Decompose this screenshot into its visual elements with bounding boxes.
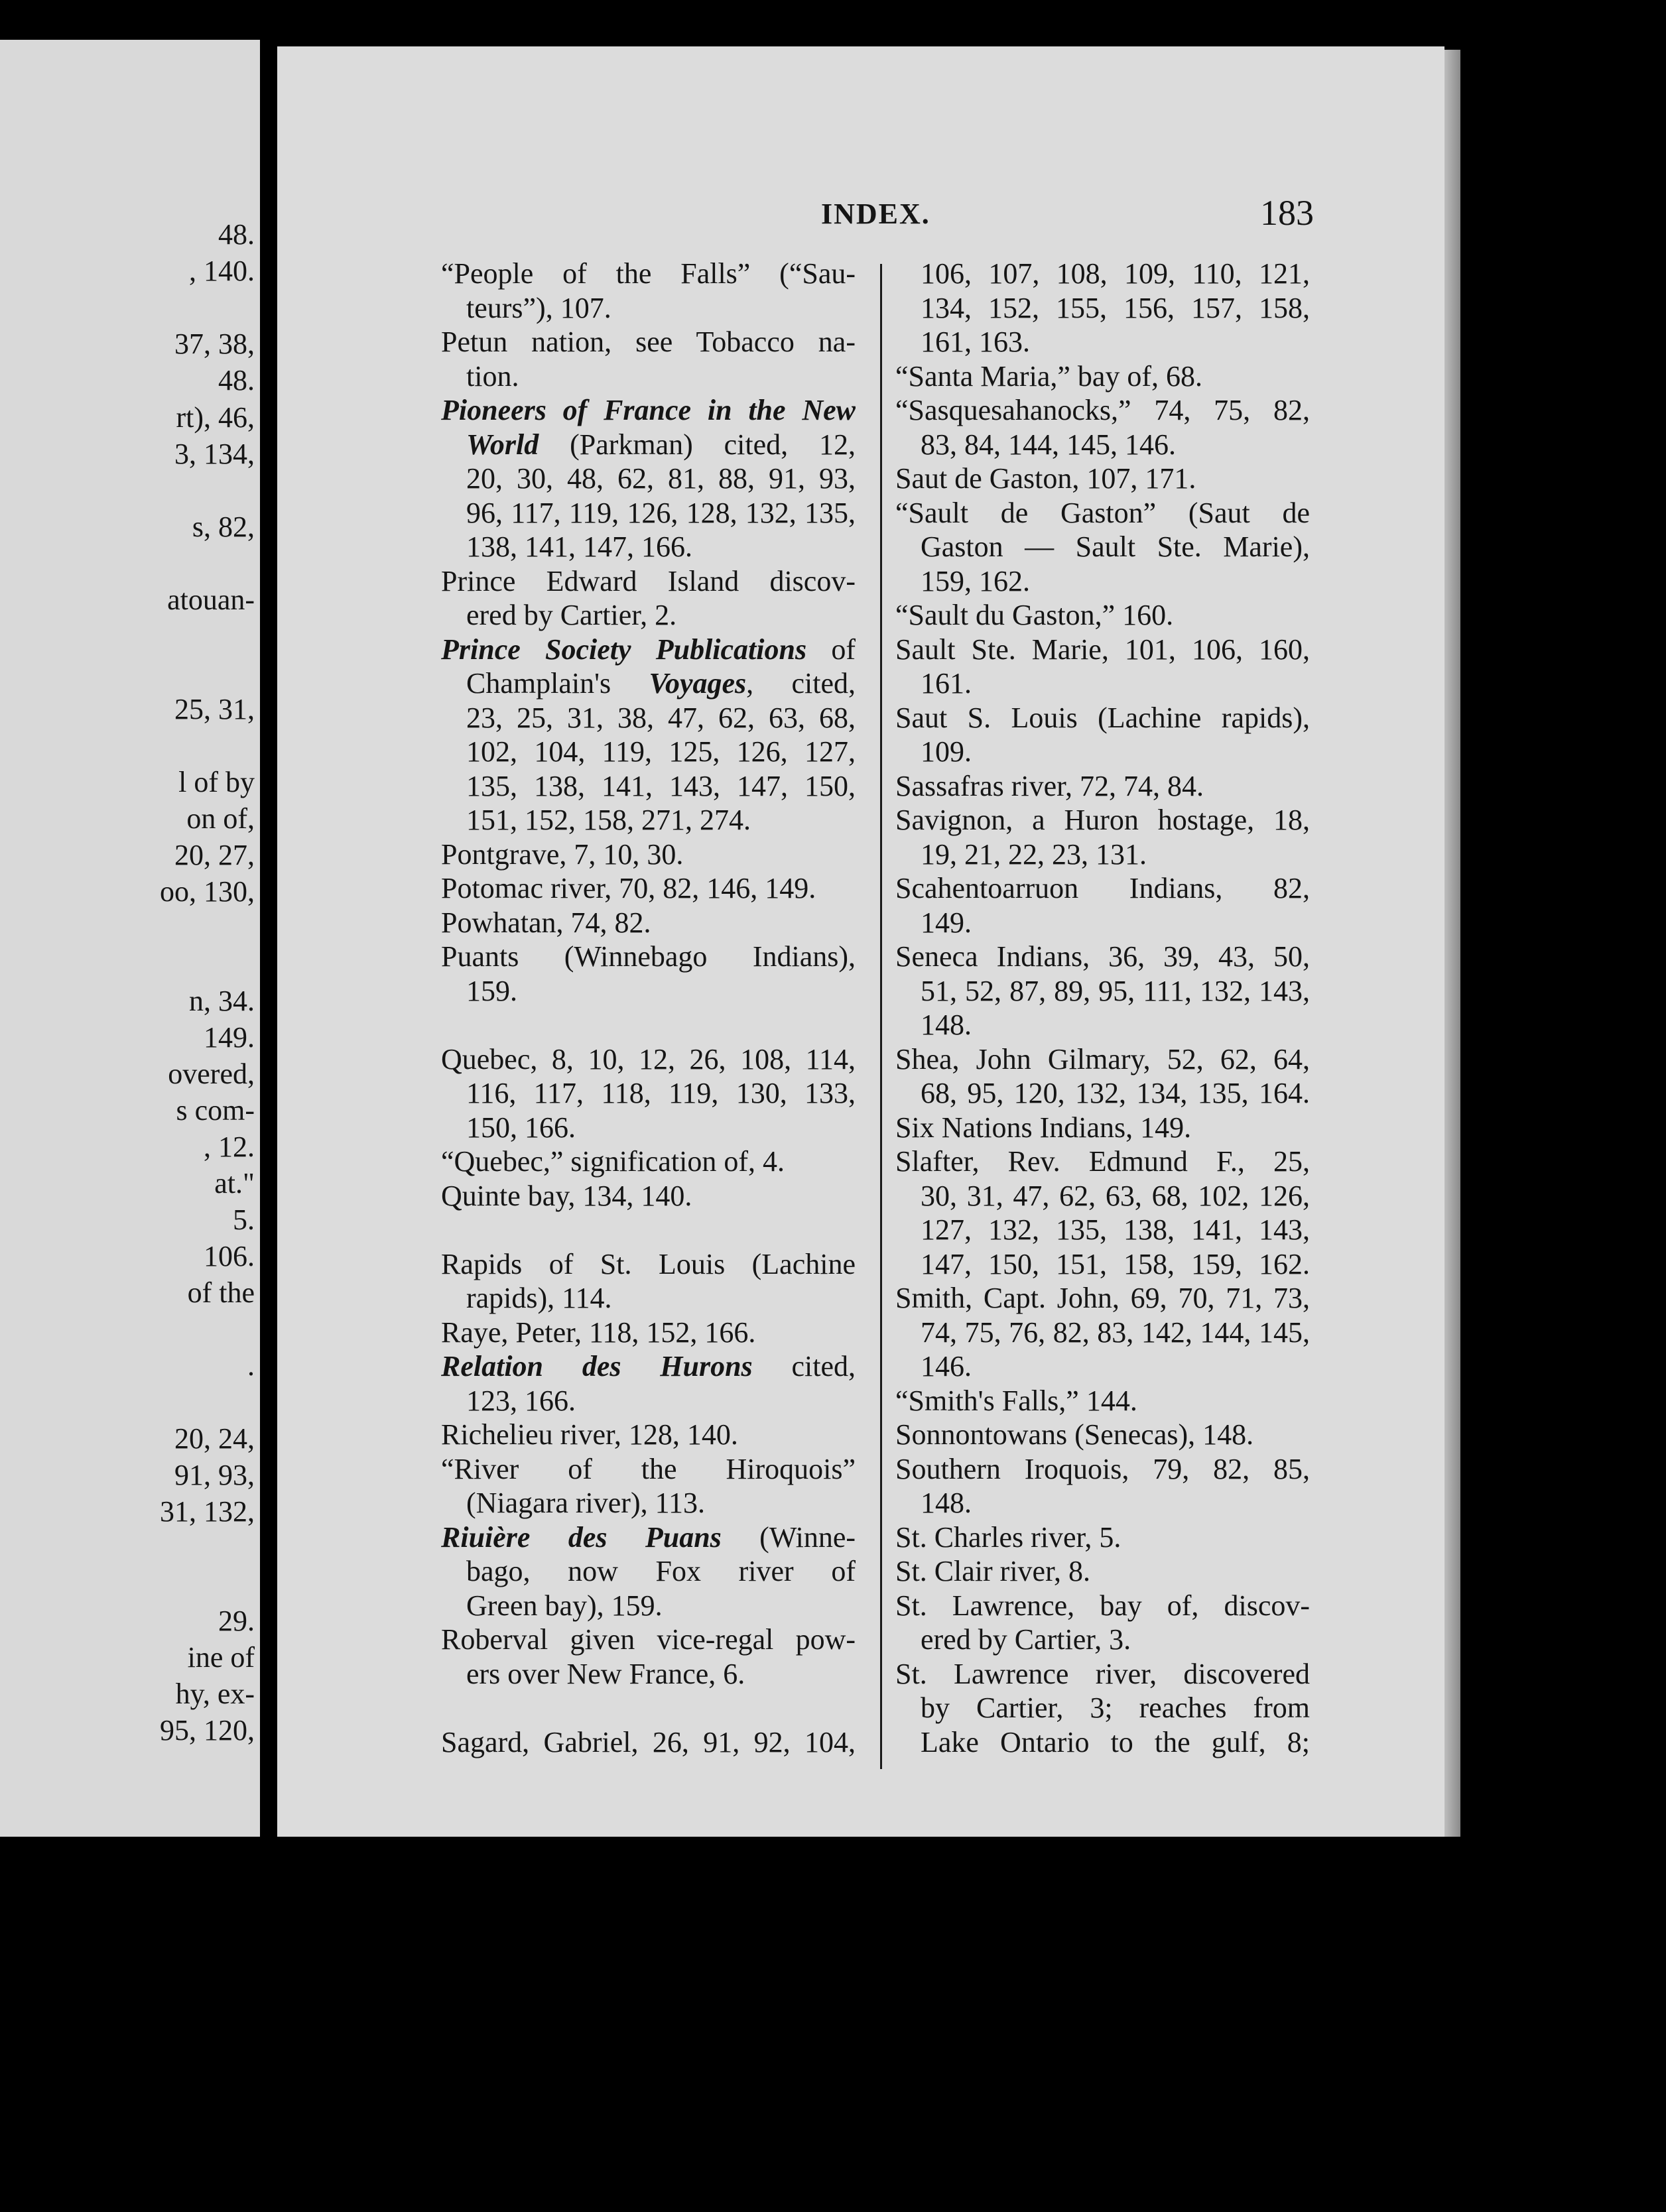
entry-text: “Sault du Gaston,” 160. [895, 599, 1174, 631]
entry-text: 161, 163. [921, 326, 1030, 358]
index-entry-line [441, 1144, 856, 1179]
index-entry-line [895, 1452, 1310, 1487]
index-entry-line [895, 1657, 1310, 1691]
index-entry-line [895, 1042, 1310, 1077]
entry-text: 148. [921, 1009, 972, 1041]
index-entry-line [441, 803, 856, 837]
entry-text: 147, 150, 151, 158, 159, 162. [921, 1247, 1310, 1280]
index-entry-line [441, 974, 856, 1009]
entry-text: Smith, Capt. John, 69, 70, 71, 73, [895, 1282, 1310, 1314]
index-entry-line [895, 1213, 1310, 1247]
index-entry-line [441, 1589, 856, 1623]
entry-text: “Santa Maria,” bay of, 68. [895, 359, 1203, 393]
index-entry-line [895, 496, 1310, 530]
index-entry-line [441, 1076, 856, 1111]
entry-text: Quinte bay, 134, 140. [441, 1179, 692, 1212]
index-entry-line [895, 1725, 1310, 1760]
index-entry-line [441, 428, 856, 462]
italic-title: Pioneers of France in the New [441, 394, 856, 426]
index-entry-line [441, 291, 856, 326]
entry-text: ered by Cartier, 2. [466, 599, 677, 631]
italic-title: Prince Society Publications [441, 633, 807, 666]
left-page-fragment: hy, ex- [175, 1678, 255, 1710]
entry-text: Pontgrave, 7, 10, 30. [441, 837, 684, 871]
left-page-fragment: 95, 120, [160, 1714, 255, 1747]
entry-text: St. Charles river, 5. [895, 1520, 1121, 1554]
left-page-fragment: 106. [204, 1240, 255, 1272]
entry-text: 151, 152, 158, 271, 274. [466, 804, 751, 836]
index-entry-line [895, 1247, 1310, 1282]
entry-text: ered by Cartier, 3. [921, 1623, 1131, 1656]
index-entry-line [895, 291, 1310, 326]
entry-text: of [806, 633, 856, 666]
blank-line [441, 1213, 856, 1247]
index-entry-line [441, 769, 856, 804]
index-entry-line [441, 871, 856, 906]
entry-text: 68, 95, 120, 132, 134, 135, 164. [921, 1077, 1310, 1109]
index-entry-line [895, 701, 1310, 735]
entry-text: St. Clair river, 8. [895, 1555, 1090, 1587]
entry-text: 127, 132, 135, 138, 141, 143, [921, 1213, 1310, 1246]
index-entry-line [895, 1691, 1310, 1725]
index-entry-line [895, 1076, 1310, 1111]
left-page-fragment: 20, 24, [174, 1422, 255, 1455]
entry-text: rapids), 114. [466, 1282, 612, 1314]
entry-text: 134, 152, 155, 156, 157, 158, [921, 291, 1310, 324]
entry-text: 161. [921, 667, 972, 700]
index-entry-line [895, 1144, 1310, 1179]
index-entry-line [441, 530, 856, 564]
entry-text: 150, 166. [466, 1111, 576, 1144]
index-entry-line [441, 359, 856, 394]
entry-text: 23, 25, 31, 38, 47, 62, 63, 68, [466, 701, 856, 734]
index-entry-line [441, 735, 856, 769]
index-entry-line [441, 1384, 856, 1418]
entry-text: 30, 31, 47, 62, 63, 68, 102, 126, [921, 1179, 1310, 1212]
page-edge-shadow [1444, 50, 1460, 1837]
index-entry-line [895, 1520, 1310, 1555]
entry-text: 116, 117, 118, 119, 130, 133, [466, 1077, 856, 1109]
entry-text: by Cartier, 3; reaches from [921, 1691, 1310, 1724]
index-entry-line [441, 837, 856, 872]
entry-text: 159. [466, 974, 517, 1007]
entry-text: Richelieu river, 128, 140. [441, 1418, 738, 1451]
entry-text: “Sasquesahanocks,” 74, 75, 82, [895, 394, 1310, 426]
entry-text: (Winne- [721, 1520, 856, 1554]
entry-text: 149. [921, 906, 972, 939]
left-page-fragment: 149. [204, 1021, 255, 1054]
index-entry-line [441, 461, 856, 496]
entry-text: Champlain's [466, 667, 649, 700]
index-entry-line [441, 1179, 856, 1213]
running-header-title: INDEX. [821, 198, 930, 230]
index-entry-line [441, 1418, 856, 1452]
index-column-right [895, 257, 1310, 1759]
left-page-fragment: 20, 27, [174, 839, 255, 871]
left-page-fragment: overed, [168, 1058, 255, 1090]
entry-text: 148. [921, 1487, 972, 1519]
index-entry-line [441, 1111, 856, 1145]
index-entry-line [895, 257, 1310, 291]
index-entry-line [895, 1008, 1310, 1042]
index-entry-line [441, 393, 856, 428]
left-page-fragment: 91, 93, [174, 1459, 255, 1491]
left-page-fragment: 31, 132, [160, 1495, 255, 1528]
index-entry-line [895, 1623, 1310, 1657]
left-page-fragment: at." [214, 1167, 255, 1199]
index-entry-line [441, 325, 856, 359]
entry-text: Lake Ontario to the gulf, 8; [921, 1725, 1310, 1758]
entry-text: , cited, [746, 667, 856, 700]
index-entry-line [895, 871, 1310, 906]
index-entry-line [895, 461, 1310, 496]
entry-text: “Sault de Gaston” (Saut de [895, 496, 1310, 529]
index-entry-line [441, 1657, 856, 1691]
entry-text: Sassafras river, 72, 74, 84. [895, 769, 1204, 802]
entry-text: Shea, John Gilmary, 52, 62, 64, [895, 1042, 1310, 1075]
left-page-fragment: of the [187, 1276, 255, 1309]
left-page-fragment: rt), 46, [176, 401, 255, 434]
index-entry-line [895, 1589, 1310, 1623]
entry-text: 123, 166. [466, 1384, 576, 1417]
left-page-fragment: on of, [186, 802, 255, 835]
entry-text: tion. [466, 359, 519, 393]
index-entry-line [895, 837, 1310, 872]
index-entry-line [895, 906, 1310, 940]
index-entry-line [895, 1384, 1310, 1418]
left-page-fragment: 48. [218, 218, 255, 251]
index-entry-line [441, 1316, 856, 1350]
left-page-fragment: 3, 134, [174, 438, 255, 470]
entry-text: 51, 52, 87, 89, 95, 111, 132, 143, [921, 974, 1310, 1007]
index-entry-line [441, 257, 856, 291]
left-page-fragment: atouan- [167, 584, 255, 616]
page-number: 183 [1260, 193, 1314, 233]
entry-text: 83, 84, 144, 145, 146. [921, 428, 1176, 461]
entry-text: 20, 30, 48, 62, 81, 88, 91, 93, [466, 462, 856, 495]
left-page-fragment: . [247, 1349, 255, 1382]
left-page-fragment: oo, 130, [160, 875, 255, 908]
index-entry-line [895, 598, 1310, 633]
entry-text: Green bay), 159. [466, 1589, 663, 1622]
index-entry-line [441, 666, 856, 701]
index-entry-line [441, 1725, 856, 1760]
entry-text: teurs”), 107. [466, 291, 611, 324]
facing-left-page [0, 40, 260, 1837]
italic-title: Relation des Hurons [441, 1350, 753, 1382]
entry-text: “Smith's Falls,” 144. [895, 1384, 1137, 1417]
index-entry-line [441, 701, 856, 735]
entry-text: Raye, Peter, 118, 152, 166. [441, 1316, 756, 1349]
entry-text: Gaston — Sault Ste. Marie), [921, 530, 1310, 563]
left-page-fragment: 29. [218, 1605, 255, 1637]
index-entry-line [895, 633, 1310, 667]
entry-text: Sagard, Gabriel, 26, 91, 92, 104, [441, 1725, 856, 1758]
index-entry-line [441, 633, 856, 667]
entry-text: bago, now Fox river of [466, 1555, 856, 1587]
index-entry-line [441, 496, 856, 530]
index-entry-line [895, 1349, 1310, 1384]
index-entry-line [895, 325, 1310, 359]
entry-text: St. Lawrence river, discovered [895, 1657, 1310, 1690]
index-entry-line [895, 359, 1310, 394]
italic-title: Voyages [649, 667, 747, 700]
index-entry-line [441, 940, 856, 974]
left-page-fragment: , 12. [204, 1131, 255, 1163]
italic-title: World [466, 428, 539, 461]
blank-line [441, 1008, 856, 1042]
index-entry-line [895, 666, 1310, 701]
index-entry-line [895, 1316, 1310, 1350]
entry-text: Quebec, 8, 10, 12, 26, 108, 114, [441, 1042, 856, 1075]
index-entry-line [895, 1281, 1310, 1316]
entry-text: “River of the Hiroquois” [441, 1452, 856, 1485]
index-entry-line [441, 1452, 856, 1487]
entry-text: Roberval given vice-regal pow- [441, 1623, 856, 1656]
index-entry-line [441, 564, 856, 599]
entry-text: Six Nations Indians, 149. [895, 1111, 1192, 1144]
index-entry-line [441, 1281, 856, 1316]
left-page-fragment: s com- [176, 1094, 255, 1127]
entry-text: ers over New France, 6. [466, 1657, 745, 1690]
left-page-fragment: 25, 31, [174, 693, 255, 725]
index-entry-line [895, 1486, 1310, 1520]
entry-text: 19, 21, 22, 23, 131. [921, 837, 1147, 871]
index-entry-line [895, 803, 1310, 837]
entry-text: Sault Ste. Marie, 101, 106, 160, [895, 633, 1310, 666]
entry-text: 102, 104, 119, 125, 126, 127, [466, 735, 856, 768]
index-entry-line [441, 1520, 856, 1555]
entry-text: cited, [752, 1350, 856, 1382]
index-entry-line [895, 735, 1310, 769]
index-entry-line [441, 1247, 856, 1282]
entry-text: 135, 138, 141, 143, 147, 150, [466, 769, 856, 802]
left-page-fragment: , 140. [189, 255, 255, 287]
entry-text: “Quebec,” signification of, 4. [441, 1145, 785, 1178]
entry-text: Savignon, a Huron hostage, 18, [895, 804, 1310, 836]
entry-text: Sonnontowans (Senecas), 148. [895, 1418, 1254, 1451]
entry-text: Prince Edward Island discov- [441, 564, 856, 597]
left-page-fragment: s, 82, [192, 511, 255, 543]
index-entry-line [441, 1349, 856, 1384]
column-divider [880, 264, 882, 1769]
left-page-fragment: ine of [187, 1641, 255, 1674]
index-entry-line [895, 1111, 1310, 1145]
index-entry-line [895, 428, 1310, 462]
left-page-fragment: 5. [233, 1203, 255, 1236]
blank-line [441, 1691, 856, 1725]
entry-text: 159, 162. [921, 564, 1030, 597]
left-page-fragment: n, 34. [189, 985, 255, 1017]
entry-text: Saut S. Louis (Lachine rapids), [895, 701, 1310, 734]
index-entry-line [441, 1623, 856, 1657]
entry-text: (Parkman) cited, 12, [539, 428, 856, 461]
left-page-fragment: 48. [218, 364, 255, 397]
index-entry-line [895, 564, 1310, 599]
index-entry-line [895, 393, 1310, 428]
index-entry-line [895, 530, 1310, 564]
entry-text: 109. [921, 735, 972, 768]
index-entry-line [441, 1486, 856, 1520]
entry-text: Saut de Gaston, 107, 171. [895, 462, 1196, 495]
index-entry-line [895, 1179, 1310, 1213]
index-entry-line [441, 598, 856, 633]
entry-text: St. Lawrence, bay of, discov- [895, 1589, 1310, 1622]
index-entry-line [895, 1554, 1310, 1589]
entry-text: (Niagara river), 113. [466, 1487, 705, 1519]
index-entry-line [441, 906, 856, 940]
index-entry-line [895, 769, 1310, 804]
entry-text: Potomac river, 70, 82, 146, 149. [441, 872, 816, 904]
entry-text: “People of the Falls” (“Sau- [441, 257, 856, 290]
index-entry-line [895, 1418, 1310, 1452]
entry-text: 138, 141, 147, 166. [466, 530, 692, 563]
entry-text: 96, 117, 119, 126, 128, 132, 135, [466, 496, 856, 529]
index-entry-line [441, 1042, 856, 1077]
entry-text: 106, 107, 108, 109, 110, 121, [921, 257, 1310, 290]
entry-text: Puants (Winnebago Indians), [441, 940, 856, 973]
left-page-fragment: l of by [178, 766, 255, 798]
entry-text: Scahentoarruon Indians, 82, [895, 872, 1310, 904]
entry-text: 74, 75, 76, 82, 83, 142, 144, 145, [921, 1316, 1310, 1349]
entry-text: 146. [921, 1350, 972, 1382]
left-page-fragment: 37, 38, [174, 328, 255, 360]
index-entry-line [895, 974, 1310, 1009]
entry-text: Petun nation, see Tobacco na- [441, 326, 856, 358]
index-entry-line [441, 1554, 856, 1589]
entry-text: Seneca Indians, 36, 39, 43, 50, [895, 940, 1310, 973]
index-column-left [441, 257, 856, 1759]
entry-text: Powhatan, 74, 82. [441, 906, 651, 939]
italic-title: Riuière des Puans [441, 1520, 722, 1554]
entry-text: Slafter, Rev. Edmund F., 25, [895, 1145, 1310, 1178]
entry-text: Southern Iroquois, 79, 82, 85, [895, 1452, 1310, 1485]
entry-text: Rapids of St. Louis (Lachine [441, 1247, 856, 1280]
index-entry-line [895, 940, 1310, 974]
